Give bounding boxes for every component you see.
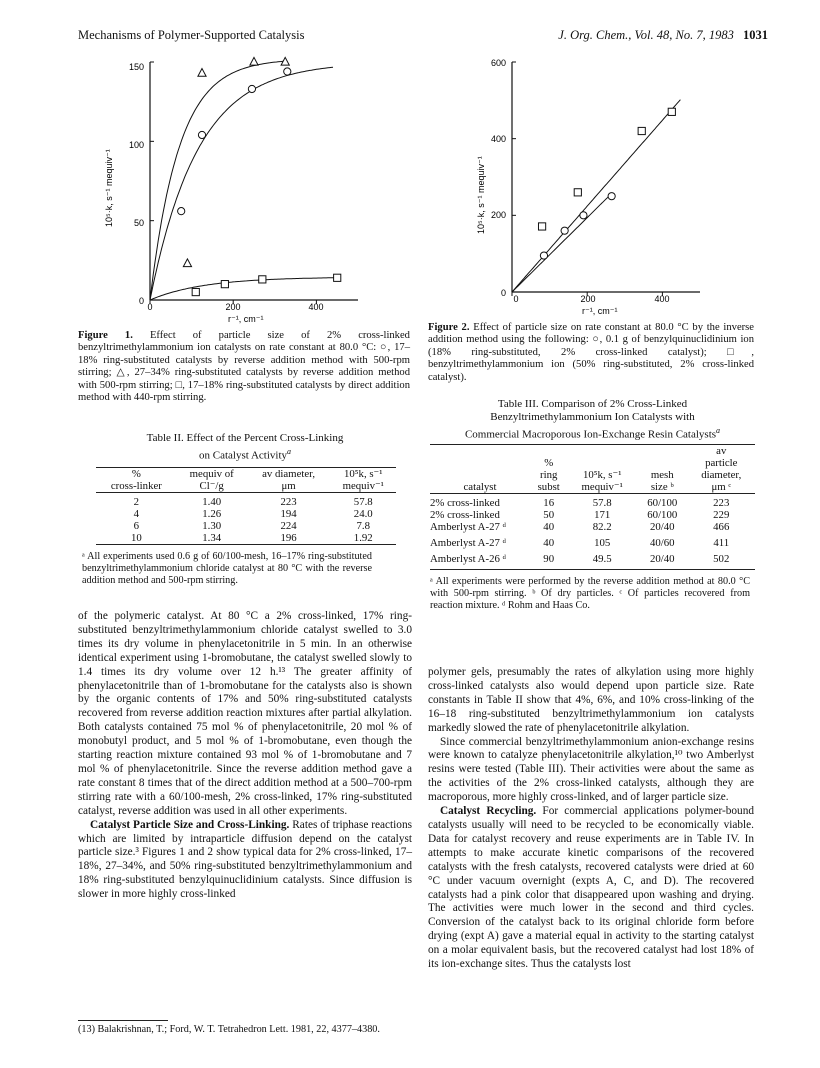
- data-point-triangle: [198, 69, 206, 77]
- figure-1-caption: [78, 330, 410, 404]
- table-row: Amberlyst A-26 ᵈ 90 49.5 20/40 502: [430, 553, 755, 570]
- column-header: av diameter, μm: [262, 467, 316, 492]
- x-axis-label: r⁻¹, cm⁻¹: [582, 306, 618, 316]
- data-point-square: [259, 276, 266, 283]
- data-point-square: [538, 223, 545, 230]
- caption-text: Effect of particle size of 2% cross-linked benzyltrimethylammonium ion catalysts on rate constant at 80.0 °C: ○, 17–18% ring-substituted catalysts by reverse addition method with 500-rpm stirring; △, 27–34% ring-substituted catalysts by reverse addition method with 500-rpm stirring; □, 17–18% ring-substituted catalysts by direct addition method with 440-rpm stirring.: [78, 330, 410, 404]
- y-tick-label: 150: [128, 62, 144, 72]
- column-header: % ring subst: [537, 456, 560, 493]
- table-title: Table II. Effect of the Percent Cross-Linking on Catalyst Activity$^a$: [146, 432, 344, 462]
- table-3: [430, 398, 755, 612]
- x-tick-label: 200: [225, 302, 241, 312]
- section-heading: Catalyst Recycling.: [440, 805, 537, 818]
- y-tick-label: 0: [500, 288, 506, 298]
- series-line: [150, 278, 336, 300]
- data-point-circle: [198, 131, 205, 138]
- y-tick-label: 200: [490, 210, 506, 220]
- data-point-circle: [248, 85, 255, 92]
- table-row: Amberlyst A-27 ᵈ 40 82.2 20/40 466: [430, 520, 730, 533]
- paragraph: Catalyst Particle Size and Cross-Linking. Rates of triphase reactions which are limited by intraparticle diffusion depend on the catalyst particle size.³ Figures 1 and 2 show typical data for 2% cross-linked, 17–18%, 27–34%, and 50% ring-substituted benzyltrimethylammonium and 18% ring-substituted benzylquinuclidinium catalysts. Since diffusion is slower in more highly cross-linked: [78, 818, 412, 901]
- page-number: 1031: [743, 28, 768, 42]
- table-2-footnote: ᵃ All experiments used 0.6 g of 60/100-mesh, 16–17% ring-substituted benzyltrimethylammonium chloride catalyst at 80 °C with the reverse addition method and 500-rpm stirring.: [82, 550, 372, 586]
- footnote: (13) Balakrishnan, T.; Ford, W. T. Tetrahedron Lett. 1981, 22, 4377–4380.: [78, 1024, 380, 1035]
- data-point-triangle: [183, 259, 191, 267]
- y-tick-label: 100: [128, 140, 144, 150]
- table-3-footnote: ᵃ All experiments were performed by the reverse addition method at 80.0 °C with 500-rpm stirring. ᵇ Of dry particles. ᶜ Of particles recovered from reaction mixture. ᵈ Rohm and Haas Co.: [430, 575, 750, 611]
- table-row: 6 1.30 224 7.8: [133, 519, 370, 532]
- table-row: 10 1.34 196 1.92: [96, 532, 396, 545]
- x-tick-label: 400: [308, 302, 324, 312]
- series-line: [512, 194, 611, 292]
- y-tick-label: 400: [490, 134, 506, 144]
- running-header-right: [558, 28, 768, 43]
- x-tick-label: 0: [513, 294, 519, 304]
- figure-1-chart: [78, 52, 408, 324]
- column-header: catalyst: [463, 480, 497, 493]
- left-column-body: [78, 610, 412, 902]
- x-tick-label: 200: [580, 294, 596, 304]
- caption-label: Figure 1.: [78, 330, 133, 341]
- column-header: av particle diameter, μm ᶜ: [701, 444, 742, 493]
- data-point-square: [334, 274, 341, 281]
- data-point-circle: [561, 227, 568, 234]
- footnote-rule: [78, 1020, 168, 1021]
- y-tick-label: 0: [138, 296, 144, 306]
- caption-label: Figure 2.: [428, 322, 470, 333]
- data-point-circle: [580, 212, 587, 219]
- series-line: [150, 67, 333, 300]
- table-2: [82, 432, 408, 587]
- x-tick-label: 400: [654, 294, 670, 304]
- data-point-triangle: [250, 57, 258, 65]
- column-header: 10⁵k, s⁻¹ mequiv⁻¹: [342, 467, 384, 492]
- table-2-grid: [96, 467, 396, 545]
- y-axis-label: 10⁵·k, s⁻¹ mequiv⁻¹: [476, 156, 486, 234]
- section-heading: Catalyst Particle Size and Cross-Linking.: [90, 818, 290, 831]
- data-point-circle: [284, 68, 291, 75]
- x-axis-label: r⁻¹, cm⁻¹: [228, 314, 264, 324]
- y-tick-label: 600: [490, 58, 506, 68]
- column-header: 10⁵k, s⁻¹ mequiv⁻¹: [581, 468, 623, 493]
- table-row: Amberlyst A-27 ᵈ 40 105 40/60 411: [430, 536, 730, 549]
- column-header: % cross-linker: [110, 467, 162, 492]
- figure-2-caption: [428, 322, 754, 384]
- column-header: mesh size ᵇ: [650, 468, 674, 493]
- x-tick-label: 0: [147, 302, 153, 312]
- table-3-grid: [430, 444, 755, 570]
- y-axis-label: 10⁵·k, s⁻¹ mequiv⁻¹: [104, 149, 114, 227]
- data-point-square: [192, 288, 199, 295]
- data-point-circle: [540, 252, 547, 259]
- series-line: [150, 61, 286, 300]
- paragraph: Catalyst Recycling. For commercial applications polymer-bound catalysts usually will need to be recycled to be economically viable. Data for catalyst recovery and reuse experiments are in Table IV. In attempts to make accurate kinetic comparisons of the recovered catalysts with the fresh catalysts, recovered catalysts were dried at 60 °C under vacuum overnight (expts A, C, and D). The recovered catalysts had a pink color that disappeared upon washing and drying. The activities were much lower in the second and third cycles. Conversion of the catalyst back to its original chloride form before drying (expt A) gave a material equal in activity to the starting catalyst on a molar equivalent basis, but the recovered catalyst had lost 18% of its ion-exchange sites. Thus the catalysts lost: [428, 805, 754, 971]
- series-line: [512, 100, 680, 292]
- paragraph: Since commercial benzyltrimethylammonium anion-exchange resins were known to catalyze phenylacetonitrile alkylation,¹⁰ two Amberlyst resins were tested (Table III). Their activities were about the same as the activities of the 2% cross-linked catalysts, although they are macroporous, more highly cross-linked, and of larger particle size.: [428, 735, 754, 804]
- data-point-square: [638, 127, 645, 134]
- data-point-circle: [608, 193, 615, 200]
- table-row: 2 1.40 223 57.8: [96, 492, 396, 508]
- data-point-square: [221, 281, 228, 288]
- right-column-body: [428, 666, 754, 972]
- figure-2-chart: [470, 52, 750, 320]
- table-row: 4 1.26 194 24.0: [133, 507, 373, 520]
- data-point-square: [668, 108, 675, 115]
- table-row: 2% cross-linked 50 171 60/100 229: [430, 508, 730, 521]
- paragraph: of the polymeric catalyst. At 80 °C a 2% cross-linked, 17% ring-substituted benzyltrimethylammonium chloride catalyst swelled to 3.0 times its dry volume in phenylacetonitrile in 5 min. In an otherwise identical experiment using 1-bromobutane, the catalyst swelled slowly to 1.4 times its dry volume over 12 h.¹³ The greater affinity of phenylacetonitrile than of 1-bromobutane for the catalysts also is shown by the organic contents of 17% and 50% ring-substituted catalysts recovered from reverse addition reaction mixtures after partial alkylation. Both catalysts contained 75 mol % of phenylacetonitrile, 20 mol % of monobutyl product, and 5 mol % of 1-bromobutane, even though the starting reaction mixture contained 93 mol % of 1-bromobutane and 7 mol % of phenylacetonitrile. Since the reverse addition method gave a rate constant 8 times that of the direct addition method at a 500–700-rpm stirring rate with a 60/100-mesh, 2% cross-linked, 17% ring-substituted catalyst, reverse addition was used in all other experiments.: [78, 610, 412, 817]
- caption-text: Effect of particle size on rate constant at 80.0 °C by the inverse addition method using the following: ○, 0.1 g of benzylquinuclidinium ion (18% ring-substituted, 2% cross-linked catalyst); □, benzyltrimethylammonium ion (50% ring-substituted, 2% cross-linked catalyst).: [428, 322, 754, 383]
- data-point-square: [574, 189, 581, 196]
- data-point-circle: [178, 208, 185, 215]
- table-title: Table III. Comparison of 2% Cross-Linked Benzyltrimethylammonium Ion Catalysts with Commercial Macroporous Ion-Exchange Resin Catalysts$^a$: [464, 398, 721, 441]
- column-header: mequiv of Cl⁻/g: [189, 467, 234, 492]
- running-header-left: Mechanisms of Polymer-Supported Catalysis: [78, 28, 305, 42]
- journal-citation: J. Org. Chem., Vol. 48, No. 7, 1983: [558, 28, 734, 42]
- paragraph: polymer gels, presumably the rates of alkylation using more highly cross-linked catalysts also would depend upon particle size. Rate constants in Table II show that 4%, 6%, and 10% cross-linking of the 16–18 ring-substituted benzyltrimethylammonium ion catalysts markedly slowed the rate of phenylacetonitrile alkylation.: [428, 666, 754, 734]
- y-tick-label: 50: [133, 218, 144, 228]
- table-row: 2% cross-linked 16 57.8 60/100 223: [430, 493, 755, 509]
